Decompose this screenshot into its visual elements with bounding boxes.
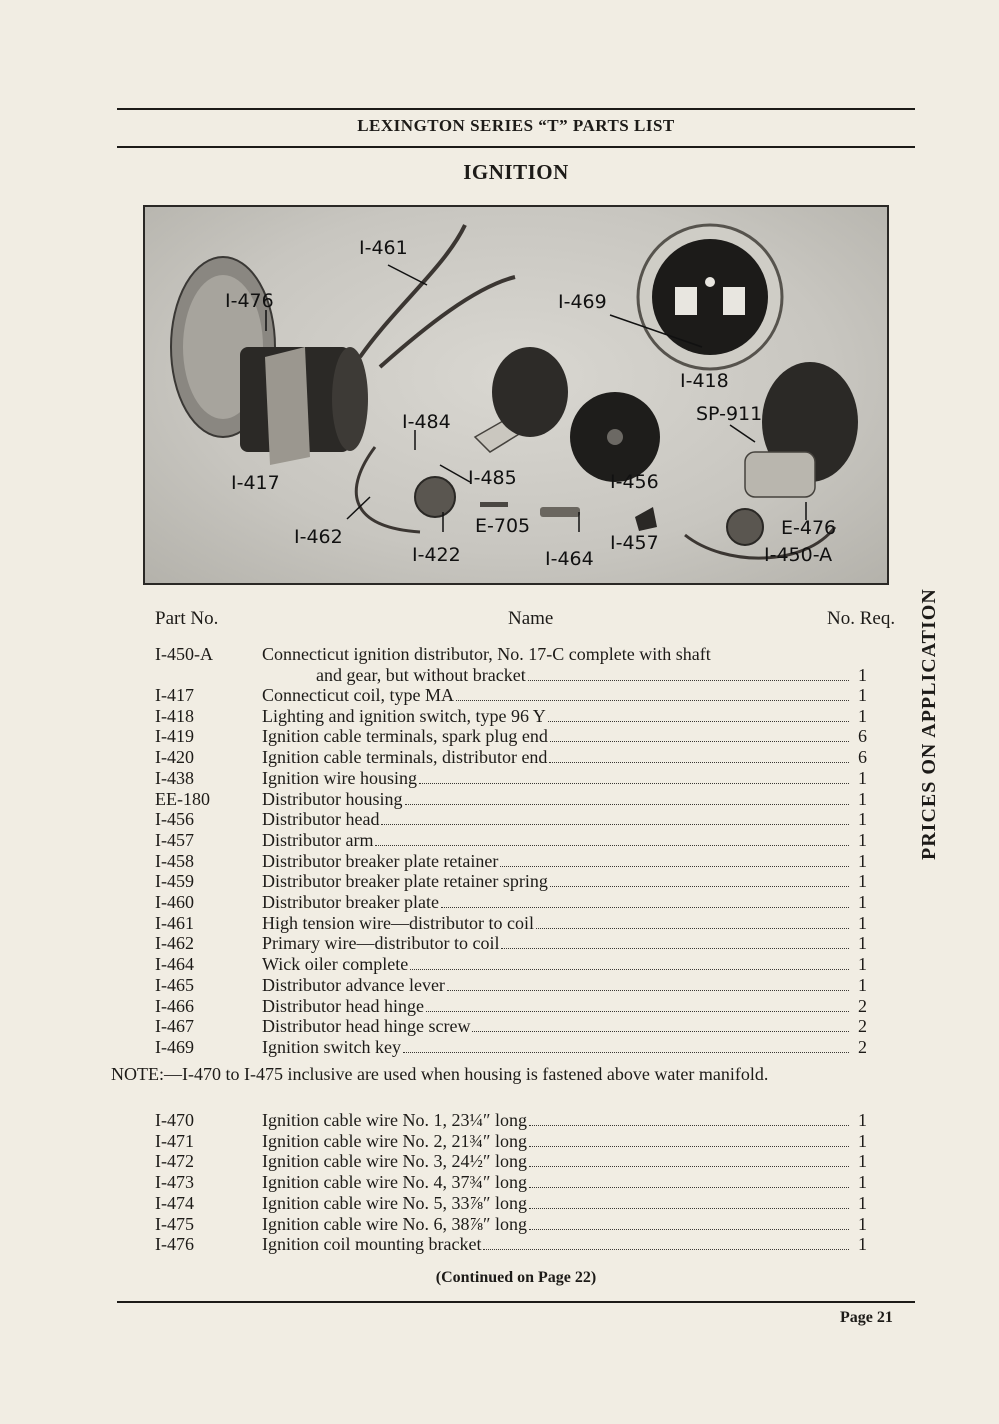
- part-number: I-472: [155, 1151, 194, 1172]
- table-row: [0, 830, 999, 851]
- part-name: [262, 1110, 852, 1131]
- callout-label: I-418: [680, 370, 729, 392]
- header-title: LEXINGTON SERIES “T” PARTS LIST: [357, 116, 675, 135]
- part-name-text: Primary wire—distributor to coil: [262, 933, 500, 954]
- leader-dots: [536, 927, 849, 929]
- part-number: EE-180: [155, 788, 210, 809]
- part-name-text: Ignition cable wire No. 4, 37¾″ long: [262, 1172, 527, 1193]
- high-tension-wire-2: [380, 277, 515, 367]
- quantity: 1: [858, 767, 867, 788]
- callout-label: I-422: [412, 544, 461, 566]
- callout-label: I-456: [610, 471, 659, 493]
- leader-dots: [500, 865, 849, 867]
- leader-dots: [501, 947, 849, 949]
- quantity: 1: [858, 705, 867, 726]
- part-number: I-476: [155, 1234, 194, 1255]
- part-name-text: Distributor housing: [262, 788, 403, 809]
- part-number: I-467: [155, 1016, 194, 1037]
- distributor-head-center: [607, 429, 623, 445]
- part-number: I-462: [155, 933, 194, 954]
- table-row: [0, 685, 999, 706]
- quantity: 1: [858, 954, 867, 975]
- table-row: [0, 1110, 999, 1131]
- section-title: IGNITION: [463, 160, 569, 184]
- part-number: I-420: [155, 747, 194, 768]
- table-row: [0, 892, 999, 913]
- leader-dots: [441, 906, 849, 908]
- part-name: [262, 892, 852, 913]
- quantity: 1: [858, 1130, 867, 1151]
- leader-dots: [456, 699, 849, 701]
- part-name-text: and gear, but without bracket: [316, 665, 526, 685]
- leader-dots: [528, 679, 849, 681]
- leader-dots: [447, 989, 849, 991]
- column-header-name: Name: [508, 608, 554, 629]
- leader-dots: [375, 844, 849, 846]
- part-name: [262, 1016, 852, 1037]
- leader-dots: [426, 1010, 849, 1012]
- part-name: [262, 768, 852, 789]
- table-row: [0, 809, 999, 830]
- quantity: 1: [858, 871, 867, 892]
- part-name-text: Connecticut coil, type MA: [262, 685, 454, 705]
- quantity: 1: [858, 1192, 867, 1213]
- part-name-text: High tension wire—distributor to coil: [262, 912, 534, 933]
- table-row: [0, 644, 999, 665]
- part-name-text: Distributor breaker plate retainer spring: [262, 871, 548, 892]
- callout-label: I-469: [558, 291, 607, 313]
- callout-label: E-476: [781, 517, 837, 539]
- small-part: [480, 502, 508, 507]
- continued-note: (Continued on Page 22): [435, 1269, 597, 1286]
- callout-label: I-450-A: [764, 544, 833, 566]
- quantity: 1: [858, 912, 867, 933]
- leader-dots: [529, 1186, 849, 1188]
- quantity: 1: [858, 974, 867, 995]
- part-name: [262, 1214, 852, 1235]
- callout-label: SP-911: [696, 403, 763, 425]
- column-header-part: Part No.: [155, 608, 219, 629]
- part-name-text: Ignition cable wire No. 3, 24½″ long: [262, 1151, 527, 1172]
- callout-label: I-485: [468, 467, 517, 489]
- primary-wire: [356, 447, 420, 532]
- part-name: [262, 1151, 852, 1172]
- arrow-i461: [388, 265, 427, 285]
- distributor-flange: [745, 452, 815, 497]
- part-name-text: Ignition cable terminals, distributor end: [262, 747, 548, 768]
- leader-dots: [405, 803, 849, 805]
- wick-oiler: [540, 507, 580, 517]
- part-name: [262, 954, 852, 975]
- switch-screw: [705, 277, 715, 287]
- part-number: I-461: [155, 912, 194, 933]
- header-rule-top: [117, 108, 915, 110]
- part-name: [262, 975, 852, 996]
- distributor-body: [492, 347, 568, 437]
- part-name: [262, 1172, 852, 1193]
- part-name-text: Distributor head hinge: [262, 995, 424, 1016]
- part-name-text: Distributor breaker plate retainer: [262, 850, 499, 871]
- table-row: [0, 1131, 999, 1152]
- part-name: [262, 1234, 852, 1255]
- leader-dots: [529, 1228, 849, 1230]
- gear: [415, 477, 455, 517]
- part-name: [262, 1193, 852, 1214]
- part-number: I-465: [155, 974, 194, 995]
- part-name: [316, 665, 852, 686]
- table-row: [0, 1214, 999, 1235]
- part-name-text: Wick oiler complete: [262, 954, 409, 975]
- part-number: I-456: [155, 809, 194, 830]
- table-row: [0, 747, 999, 768]
- callout-label: I-461: [359, 237, 408, 259]
- table-row: [0, 768, 999, 789]
- part-number: I-473: [155, 1172, 194, 1193]
- part-name: [262, 706, 852, 727]
- leader-dots: [483, 1248, 849, 1250]
- part-number: I-459: [155, 871, 194, 892]
- part-name: [262, 747, 852, 768]
- quantity: 1: [858, 1213, 867, 1234]
- distributor-arm: [635, 507, 657, 531]
- part-name-text: Lighting and ignition switch, type 96 Y: [262, 705, 546, 726]
- parts-photograph: [143, 205, 889, 585]
- table-row: [0, 1037, 999, 1058]
- part-name: [262, 1037, 852, 1058]
- leader-dots: [549, 761, 849, 763]
- part-name-text: Distributor arm: [262, 829, 374, 850]
- part-name: [262, 996, 852, 1017]
- leader-dots: [529, 1124, 849, 1126]
- page-number: Page 21: [840, 1309, 893, 1326]
- quantity: 1: [858, 1151, 867, 1172]
- switch-terminal: [675, 287, 697, 315]
- table-row: [0, 1151, 999, 1172]
- table-row: [0, 996, 999, 1017]
- quantity: 1: [858, 850, 867, 871]
- part-name-text: Ignition wire housing: [262, 767, 417, 788]
- part-name: [262, 913, 852, 934]
- gear-right: [727, 509, 763, 545]
- table-row: [0, 871, 999, 892]
- coil-clamp: [265, 347, 310, 465]
- column-header-qty: No. Req.: [827, 608, 896, 629]
- part-number: I-457: [155, 829, 194, 850]
- part-name: [262, 644, 852, 665]
- header-rule-bottom: [117, 146, 915, 148]
- table-row: [0, 706, 999, 727]
- part-number: I-417: [155, 685, 194, 705]
- ignition-switch-face: [652, 239, 768, 355]
- table-row: [0, 913, 999, 934]
- part-name: [262, 685, 852, 706]
- part-name: [262, 726, 852, 747]
- leader-dots: [403, 1051, 849, 1053]
- table-row: [0, 1016, 999, 1037]
- part-name-text: Connecticut ignition distributor, No. 17-C complete with shaft: [262, 644, 711, 664]
- leader-dots: [550, 885, 849, 887]
- table-row: [0, 851, 999, 872]
- part-name: [262, 789, 852, 810]
- switch-terminal: [723, 287, 745, 315]
- leader-dots: [381, 823, 849, 825]
- part-number: I-419: [155, 726, 194, 747]
- callout-label: I-462: [294, 526, 343, 548]
- table-row: [0, 726, 999, 747]
- quantity: 1: [858, 1110, 867, 1130]
- quantity: 1: [858, 685, 867, 705]
- part-name-text: Ignition cable terminals, spark plug end: [262, 726, 548, 747]
- callout-label: I-476: [225, 290, 274, 312]
- part-name-text: Ignition cable wire No. 2, 21¾″ long: [262, 1130, 527, 1151]
- leader-dots: [419, 782, 849, 784]
- table-row: [0, 975, 999, 996]
- part-name-text: Distributor head hinge screw: [262, 1016, 471, 1037]
- part-number: I-460: [155, 892, 194, 912]
- quantity: 6: [858, 747, 867, 768]
- part-name-text: Ignition cable wire No. 5, 33⅞″ long: [262, 1192, 527, 1213]
- part-number: I-466: [155, 995, 194, 1016]
- part-name-text: Distributor breaker plate: [262, 892, 439, 912]
- table-row-continuation: [0, 665, 999, 686]
- part-number: I-474: [155, 1192, 194, 1213]
- coil-end: [332, 347, 368, 451]
- table-row: [0, 1234, 999, 1255]
- part-name-text: Distributor head: [262, 809, 380, 830]
- callout-label: I-484: [402, 411, 451, 433]
- part-name-text: Ignition coil mounting bracket: [262, 1234, 482, 1255]
- quantity: 1: [858, 829, 867, 850]
- part-number: I-438: [155, 767, 194, 788]
- quantity: 1: [858, 665, 867, 685]
- leader-dots: [550, 740, 849, 742]
- part-name-text: Ignition cable wire No. 6, 38⅞″ long: [262, 1213, 527, 1234]
- callout-label: I-464: [545, 548, 594, 570]
- table-row: [0, 1172, 999, 1193]
- footer-rule: [117, 1301, 915, 1303]
- leader-dots: [529, 1165, 849, 1167]
- part-number: I-464: [155, 954, 194, 975]
- part-name-text: Ignition switch key: [262, 1036, 401, 1057]
- quantity: 1: [858, 892, 867, 912]
- part-name-text: Ignition cable wire No. 1, 23¼″ long: [262, 1110, 527, 1130]
- quantity: 1: [858, 809, 867, 830]
- side-note: PRICES ON APPLICATION: [918, 588, 940, 860]
- part-number: I-475: [155, 1213, 194, 1234]
- table-note: NOTE:—I-470 to I-475 inclusive are used when housing is fastened above water manifold.: [111, 1064, 769, 1084]
- table-row: [0, 933, 999, 954]
- arrow-sp911: [730, 425, 755, 442]
- table-row: [0, 1193, 999, 1214]
- leader-dots: [410, 968, 849, 970]
- part-number: I-418: [155, 705, 194, 726]
- part-name: [262, 933, 852, 954]
- quantity: 1: [858, 1172, 867, 1193]
- part-name: [262, 1131, 852, 1152]
- leader-dots: [472, 1030, 849, 1032]
- part-name: [262, 851, 852, 872]
- leader-dots: [548, 720, 849, 722]
- part-number: I-470: [155, 1110, 194, 1130]
- quantity: 2: [858, 995, 867, 1016]
- part-name: [262, 871, 852, 892]
- table-row: [0, 954, 999, 975]
- leader-dots: [529, 1145, 849, 1147]
- callout-label: I-457: [610, 532, 659, 554]
- callout-label: E-705: [475, 515, 531, 537]
- part-number: I-469: [155, 1036, 194, 1057]
- quantity: 1: [858, 1234, 867, 1255]
- part-number: I-450-A: [155, 644, 213, 664]
- quantity: 1: [858, 788, 867, 809]
- part-name: [262, 830, 852, 851]
- table-row: [0, 789, 999, 810]
- part-name: [262, 809, 852, 830]
- quantity: 2: [858, 1016, 867, 1037]
- leader-dots: [529, 1207, 849, 1209]
- quantity: 1: [858, 933, 867, 954]
- quantity: 6: [858, 726, 867, 747]
- callout-label: I-417: [231, 472, 280, 494]
- part-number: I-471: [155, 1130, 194, 1151]
- quantity: 2: [858, 1036, 867, 1057]
- part-number: I-458: [155, 850, 194, 871]
- part-name-text: Distributor advance lever: [262, 974, 445, 995]
